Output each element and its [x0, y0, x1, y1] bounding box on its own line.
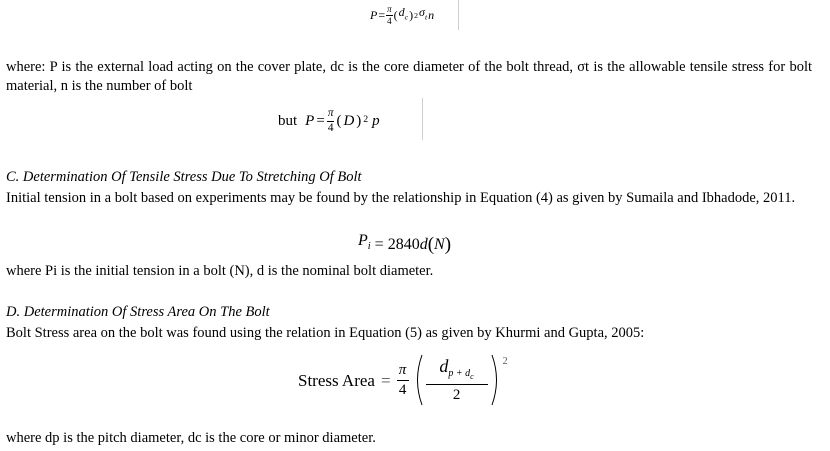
eq2-fraction	[327, 108, 335, 134]
eq2-d: D	[343, 112, 355, 129]
eq2-paren-close: )	[356, 112, 362, 129]
eq4-inner-fraction	[426, 357, 488, 403]
eq4-four: 4	[397, 380, 409, 398]
eq3-unit-open: (	[427, 233, 435, 255]
equation-stress-area	[298, 352, 508, 408]
eq1-square: 2	[414, 10, 419, 20]
section-d-text: Bolt Stress area on the bolt was found using the relation in Equation (5) as given by Khurmi and Gupta, 2005:	[6, 325, 645, 341]
section-d-heading: D. Determination Of Stress Area On The Bolt	[6, 304, 270, 320]
eq3-rhs: = 2840	[370, 235, 420, 253]
eq4-left-paren	[412, 354, 424, 406]
equation-load	[370, 4, 434, 26]
eq4-right-paren	[490, 354, 502, 406]
paragraph-diameter-definition: where dp is the pitch diameter, dc is the core or minor diameter.	[6, 430, 376, 446]
eq4-numerator	[439, 357, 473, 384]
eq2-p: P	[305, 112, 315, 129]
equation-load-pressure	[278, 106, 380, 136]
eq1-paren-open: (	[393, 7, 398, 22]
eq4-pi: π	[398, 361, 407, 378]
eq2-paren-open: (	[336, 112, 342, 129]
eq1-fraction	[386, 5, 393, 26]
eq3-unit-close: )	[444, 233, 452, 255]
paragraph-tension-definition: where Pi is the initial tension in a bolt (N), d is the nominal bolt diameter.	[6, 263, 434, 279]
section-c-heading: C. Determination Of Tensile Stress Due To Stretching Of Bolt	[6, 169, 362, 185]
eq2-four: 4	[327, 121, 334, 134]
eq4-pi-fraction	[397, 363, 409, 398]
eq1-dc: $d_c$	[398, 5, 409, 22]
eq3-d: d	[419, 235, 428, 253]
section-c-text: Initial tension in a bolt based on experiments may be found by the relationship in Equation (4) as given by Sumaila and Ibhadode, 2011.	[6, 190, 796, 206]
eq2-equals: =	[316, 112, 325, 129]
eq4-square: 2	[502, 356, 508, 367]
eq2-square: 2	[363, 114, 369, 125]
eq1-p: P	[370, 7, 378, 22]
eq1-pi: π	[387, 3, 392, 14]
eq1-paren-close: )	[409, 7, 414, 22]
eq1-sigma: $\sigma_t$	[419, 5, 428, 22]
eq2-pressure: p	[372, 112, 380, 129]
eq1-n: n	[428, 7, 435, 22]
eq2-but: but	[278, 112, 298, 129]
eq1-equals: =	[378, 7, 386, 22]
eq3-n: N	[434, 235, 445, 253]
eq4-equals: =	[380, 370, 391, 390]
eq4-denominator: 2	[426, 384, 488, 403]
eq3-p: $P_i$	[358, 232, 371, 253]
eq1-divider	[458, 0, 459, 30]
eq4-label: Stress Area	[298, 370, 375, 390]
equation-initial-tension	[358, 232, 451, 256]
eq4-d: d	[439, 355, 449, 376]
eq4-subscript: p + dc	[448, 368, 474, 382]
eq2-pi: π	[327, 107, 334, 120]
paragraph-load-definition: where: P is the external load acting on the cover plate, dc is the core diameter of the bolt thread, σt is the allowable tensile stress for bolt material, n is the number of bolt	[6, 59, 812, 94]
eq2-divider	[422, 98, 423, 140]
eq1-four: 4	[387, 15, 392, 26]
